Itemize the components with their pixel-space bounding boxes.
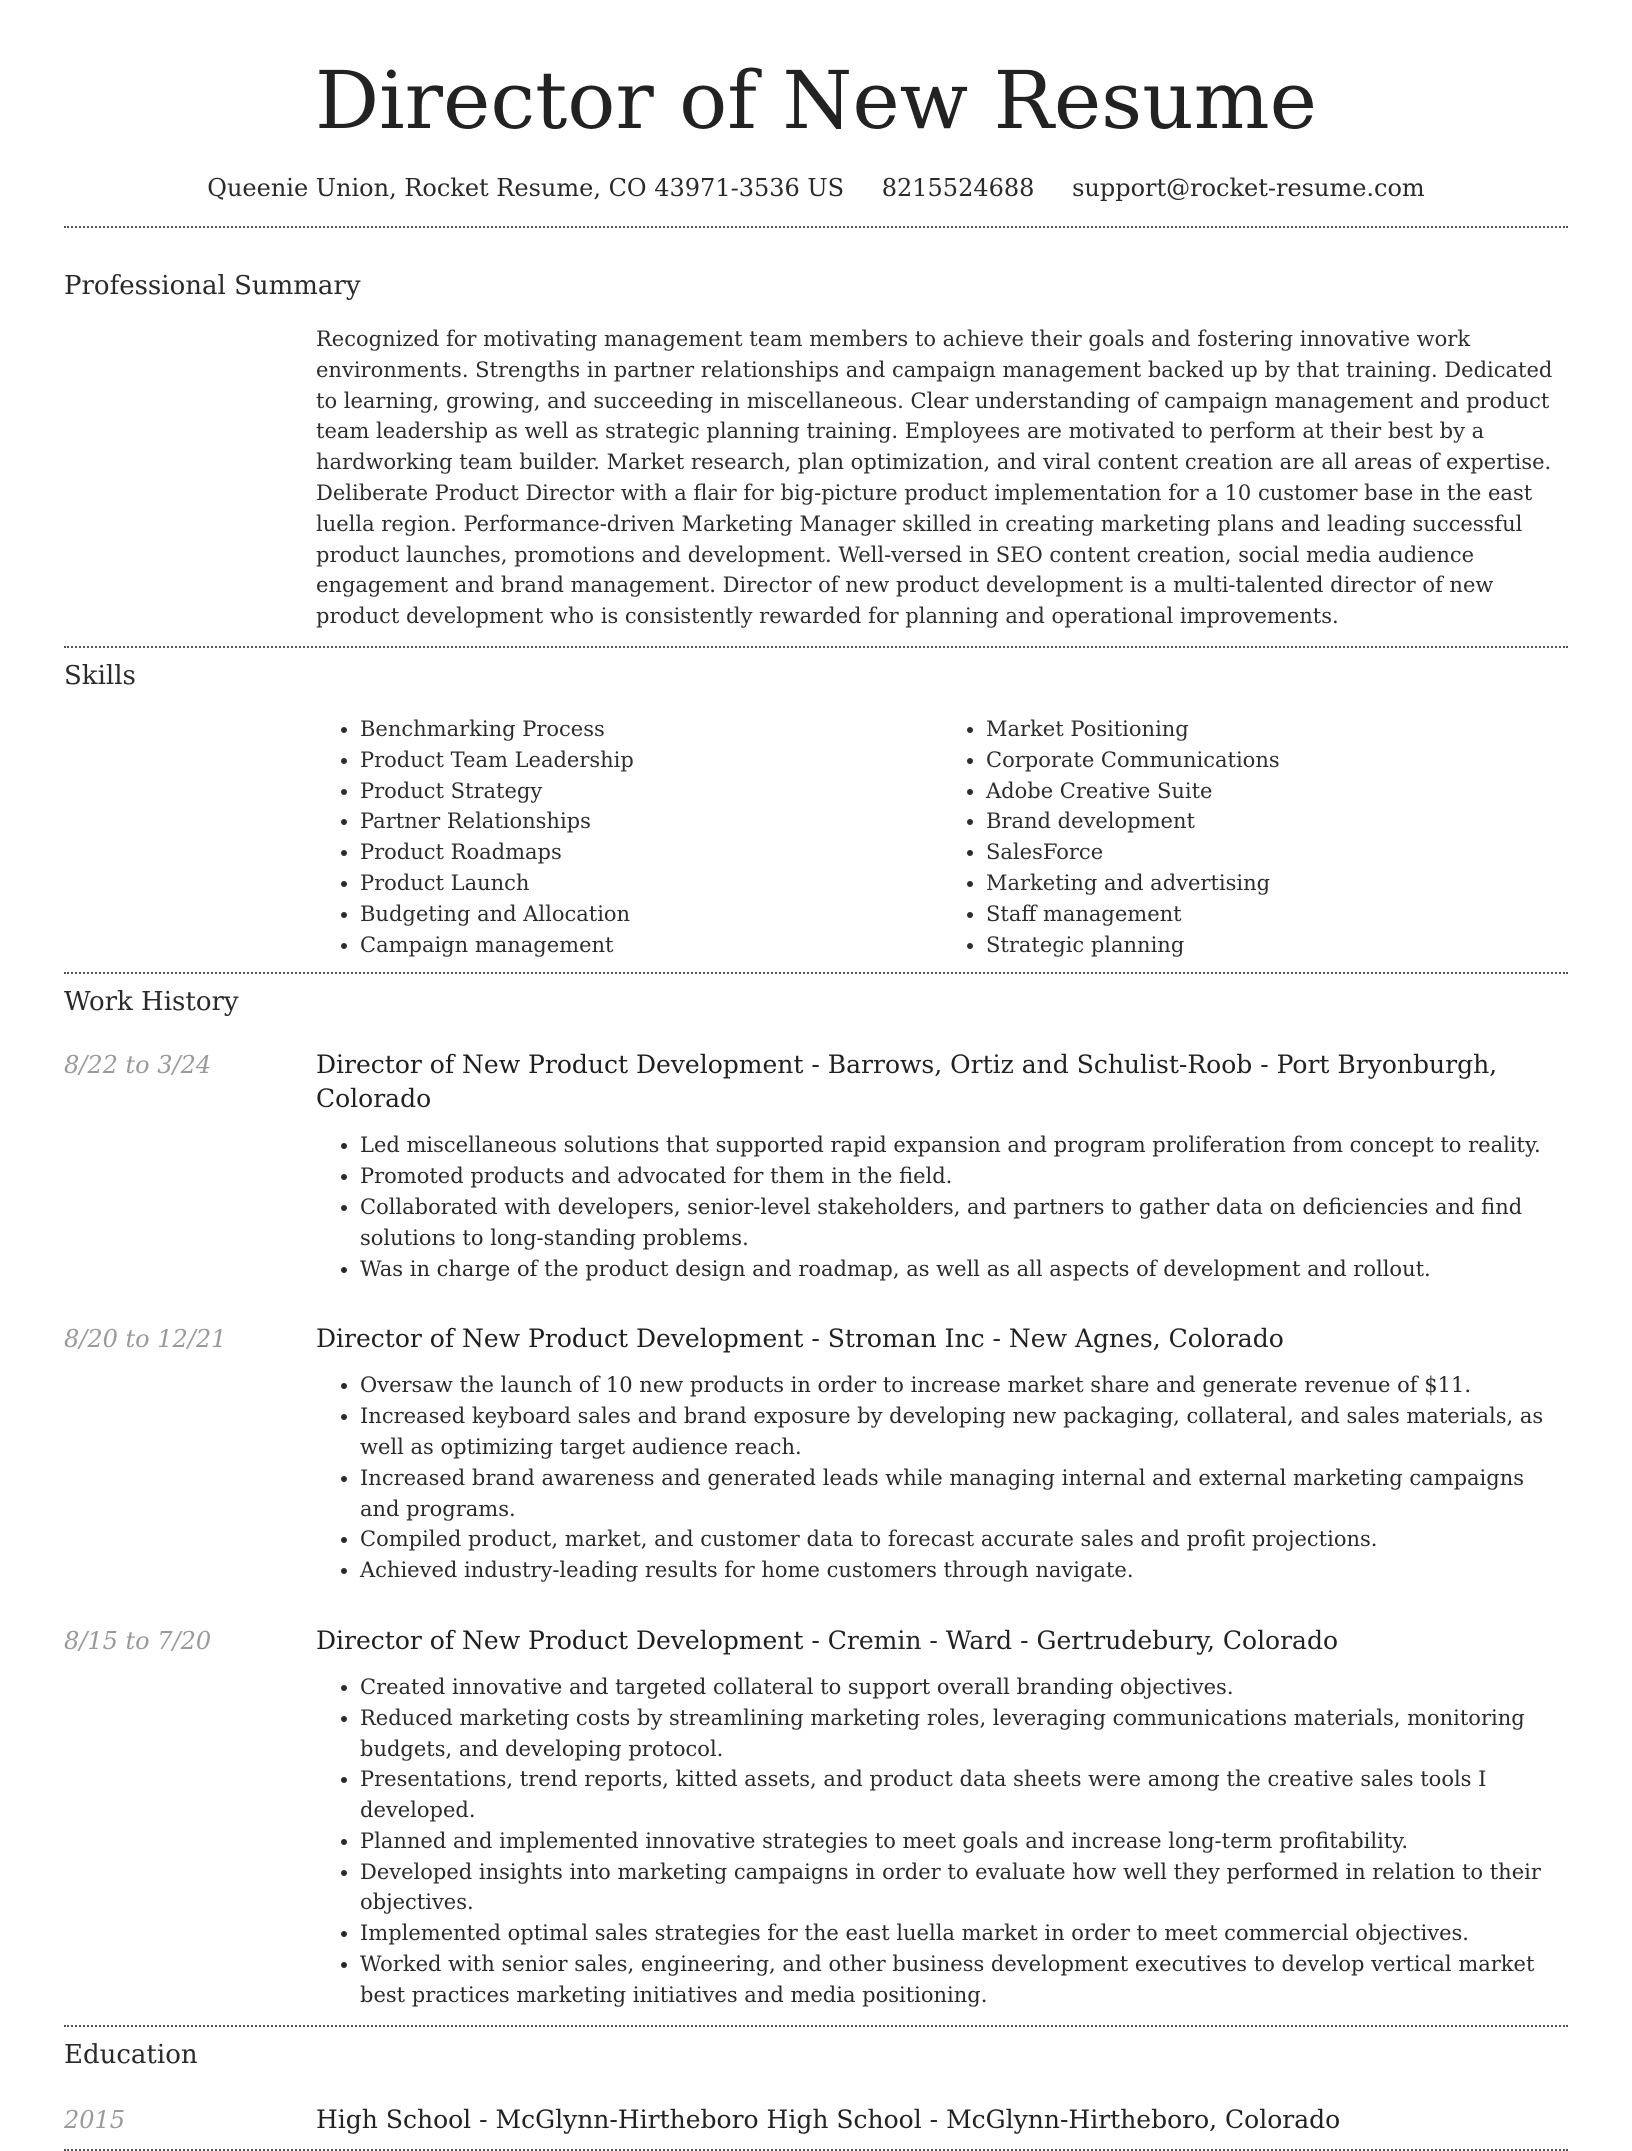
skill-item: • Marketing and advertising [986,868,1568,899]
skill-item: • Strategic planning [986,930,1568,961]
job-main [316,1624,1568,2011]
section-heading-skills: Skills [64,660,136,691]
job-employer-location: - Stroman Inc - New Agnes, Colorado [803,1324,1284,1354]
skill-item: • Adobe Creative Suite [986,776,1568,807]
job-entry [64,1048,1568,1284]
section-divider [64,226,1568,228]
job-bullet: • Developed insights into marketing campaigns in order to evaluate how well they performed in relation to their objectives. [360,1857,1568,1919]
job-bullet: • Compiled product, market, and customer data to forecast accurate sales and profit projections. [360,1524,1568,1555]
job-heading [316,1322,1568,1356]
job-bullet: • Implemented optimal sales strategies for the east luella market in order to meet commercial objectives. [360,1918,1568,1949]
job-main [316,1048,1568,1284]
skill-item: • Corporate Communications [986,745,1568,776]
job-bullet: • Promoted products and advocated for them in the field. [360,1161,1568,1192]
skills-section [64,660,1568,960]
education-section [64,2039,1568,2137]
job-employer-location: - Cremin - Ward - Gertrudebury, Colorado [803,1625,1339,1655]
job-heading [316,1048,1568,1116]
job-bullet: • Increased brand awareness and generated leads while managing internal and external marketing campaigns and programs. [360,1463,1568,1525]
job-title: Director of New Product Development [316,1324,804,1354]
job-bullet: • Planned and implemented innovative strategies to meet goals and increase long-term profitability. [360,1826,1568,1857]
job-heading [316,1624,1568,1658]
resume-title: Director of New Resume [315,54,1317,147]
skills-grid [316,714,1568,960]
skill-item: • Campaign management [360,930,942,961]
section-spacer [64,2011,1568,2025]
skill-item: • Product Roadmaps [360,837,942,868]
skill-item: • Benchmarking Process [360,714,942,745]
education-entry [64,2103,1568,2137]
contact-line [64,172,1568,204]
skill-item: • Market Positioning [986,714,1568,745]
skill-item: • SalesForce [986,837,1568,868]
skill-item: • Staff management [986,899,1568,930]
skill-item: • Product Team Leadership [360,745,942,776]
professional-summary-section [64,270,1568,632]
education-details: High School - McGlynn-Hirtheboro High School - McGlynn-Hirtheboro, Colorado [316,2104,1341,2134]
section-heading-education: Education [64,2039,198,2070]
job-dates: 8/20 to 12/21 [64,1325,227,1354]
contact-email: support@rocket-resume.com [1072,174,1425,202]
contact-address: Queenie Union, Rocket Resume, CO 43971-3536 US [207,174,845,202]
contact-phone: 8215524688 [881,174,1035,202]
job-title: Director of New Product Development [316,1625,804,1655]
work-history-section [64,986,1568,2024]
summary-text: Recognized for motivating management team members to achieve their goals and fostering innovative work environments. Strengths in partner relationships and campaign management backed up by that training. Dedicated to learning, growing, and succeeding in miscellaneous. Clear understanding of campaign management and product team leadership as well as strategic planning training. Employees are motivated to perform at their best by a hardworking team builder. Market research, plan optimization, and viral content creation are all areas of expertise. Deliberate Product Director with a flair for big-picture product implementation for a 10 customer base in the east luella region. Performance-driven Marketing Manager skilled in creating marketing plans and leading successful product launches, promotions and development. Well-versed in SEO content creation, social media audience engagement and brand management. Director of new product development is a multi-talented director of new product development who is consistently rewarded for planning and operational improvements. [316,327,1553,629]
skill-item: • Product Strategy [360,776,942,807]
skill-item: • Budgeting and Allocation [360,899,942,930]
section-divider [64,2149,1568,2151]
job-bullet: • Was in charge of the product design and roadmap, as well as all aspects of development and rollout. [360,1254,1568,1285]
job-employer-location: - Barrows, Ortiz and Schulist-Roob - Port Bryonburgh, Colorado [316,1050,1498,1114]
job-bullet: • Reduced marketing costs by streamlining marketing roles, leveraging communications materials, monitoring budgets, and developing protocol. [360,1703,1568,1765]
section-heading-summary: Professional Summary [64,271,361,301]
job-main [316,1322,1568,1586]
education-year: 2015 [64,2105,126,2134]
job-bullets [316,1130,1568,1284]
section-divider [64,646,1568,648]
job-bullet: • Achieved industry-leading results for home customers through navigate. [360,1555,1568,1586]
job-entry [64,1322,1568,1586]
job-bullets [316,1370,1568,1586]
job-bullet: • Increased keyboard sales and brand exposure by developing new packaging, collateral, and sales materials, as well as optimizing target audience reach. [360,1401,1568,1463]
job-bullet: • Presentations, trend reports, kitted assets, and product data sheets were among the creative sales tools I developed. [360,1764,1568,1826]
job-entry [64,1624,1568,2011]
job-bullet: • Led miscellaneous solutions that supported rapid expansion and program proliferation from concept to reality. [360,1130,1568,1161]
skill-item: • Product Launch [360,868,942,899]
section-heading-work: Work History [64,987,239,1018]
section-divider [64,972,1568,974]
job-bullet: • Collaborated with developers, senior-level stakeholders, and partners to gather data on deficiencies and find solutions to long-standing problems. [360,1192,1568,1254]
section-divider [64,2025,1568,2027]
job-bullet: • Created innovative and targeted collateral to support overall branding objectives. [360,1672,1568,1703]
skills-list-left [316,714,942,960]
job-dates: 8/15 to 7/20 [64,1626,212,1655]
skill-item: • Brand development [986,806,1568,837]
job-bullet: • Oversaw the launch of 10 new products in order to increase market share and generate revenue of $11. [360,1370,1568,1401]
skills-list-right [942,714,1568,960]
job-title: Director of New Product Development [316,1050,804,1080]
job-dates: 8/22 to 3/24 [64,1051,212,1080]
job-bullets [316,1672,1568,2011]
job-bullet: • Worked with senior sales, engineering, and other business development executives to develop vertical market best practices marketing initiatives and media positioning. [360,1949,1568,2011]
skill-item: • Partner Relationships [360,806,942,837]
